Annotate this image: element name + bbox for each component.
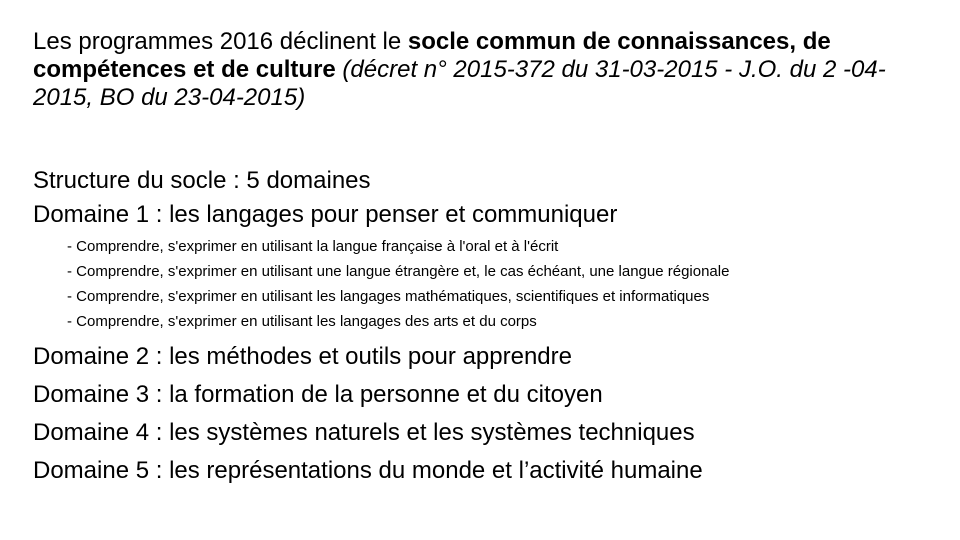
intro-reference-text: (décret n° 2015-372 du 31-03-2015 - J.O. du 2 -04-2015, BO du 23-04-2015)	[33, 56, 886, 111]
domaine-1-heading: Domaine 1 : les langages pour penser et communiquer	[33, 201, 618, 228]
sublist-item: - Comprendre, s'exprimer en utilisant la langue française à l'oral et à l'écrit	[67, 238, 559, 255]
domaine-1-sublist	[67, 234, 927, 334]
sublist-item: - Comprendre, s'exprimer en utilisant une langue étrangère et, le cas échéant, une langue régionale	[67, 263, 730, 280]
domaines-list	[33, 338, 933, 490]
domaine-2-item: Domaine 2 : les méthodes et outils pour apprendre	[33, 343, 572, 370]
structure-heading: Structure du socle : 5 domaines	[33, 167, 371, 194]
sublist-item: - Comprendre, s'exprimer en utilisant les langages des arts et du corps	[67, 313, 537, 330]
domaine-5-item: Domaine 5 : les représentations du monde et l’activité humaine	[33, 457, 703, 484]
domaine-4-item: Domaine 4 : les systèmes naturels et les systèmes techniques	[33, 419, 695, 446]
domaine-3-item: Domaine 3 : la formation de la personne et du citoyen	[33, 381, 603, 408]
sublist-item: - Comprendre, s'exprimer en utilisant les langages mathématiques, scientifiques et informatiques	[67, 288, 710, 305]
intro-bold-text: socle commun de connaissances, de compétences et de culture	[33, 28, 831, 83]
structure-block	[33, 164, 933, 232]
intro-paragraph	[33, 28, 933, 112]
intro-text: Les programmes 2016 déclinent le	[33, 28, 408, 55]
